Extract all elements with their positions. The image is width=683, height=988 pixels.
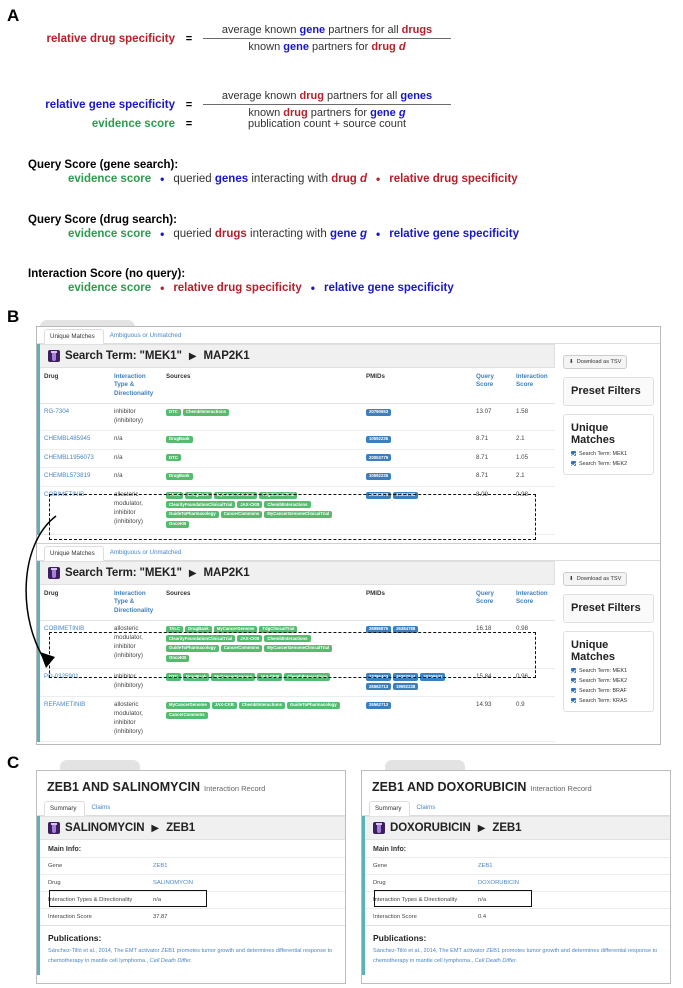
pmid-badge[interactable]: 26384788 — [393, 626, 418, 633]
drug-link[interactable]: PD-0325901 — [44, 672, 79, 680]
cell-sources — [162, 697, 362, 742]
source-badge[interactable]: CancerCommons — [221, 645, 263, 652]
cell-query-score: 14.93 — [472, 697, 512, 742]
pmid-badge[interactable]: 20053779 — [366, 454, 391, 461]
col-interaction-score[interactable]: Interaction Score — [512, 368, 555, 404]
download-tsv-label: Download as TSV — [576, 359, 622, 365]
label-interaction-score: Interaction Score — [40, 909, 145, 926]
cell-query-score: 16.18 — [472, 621, 512, 669]
cell-sources — [162, 668, 362, 696]
banner-gene-name: ZEB1 — [492, 822, 522, 834]
unique-matches-title: Unique Matches — [571, 421, 616, 447]
is-term3: relative gene specificity — [323, 282, 454, 294]
record-title-left — [37, 771, 345, 799]
table-header-row — [40, 585, 555, 621]
value-gene[interactable]: ZEB1 — [145, 858, 345, 875]
source-badge[interactable]: ClearityFoundationClinicalTrial — [166, 501, 235, 508]
pmid-badge[interactable]: 19592238 — [393, 683, 418, 690]
relative-gene-specificity-label: relative gene specificity — [45, 98, 175, 111]
source-badge[interactable]: MyCancerGenomeClinicalTrial — [264, 511, 332, 518]
source-badge[interactable]: GuideToPharmacology — [287, 702, 340, 709]
source-badge[interactable]: MyCancerGenome — [214, 626, 258, 633]
record-title-text: ZEB1 AND DOXORUBICIN — [372, 780, 527, 794]
cell-interaction-score: 0.98 — [512, 621, 555, 669]
qsg-op2: • — [376, 172, 381, 186]
sidebar-top — [555, 344, 660, 535]
record-title-text: ZEB1 AND SALINOMYCIN — [47, 780, 201, 794]
cell-drug[interactable] — [40, 468, 110, 487]
citation-main: Sánchez-Tilló et al., 2014, The EMT activator ZEB1 promotes tumor growth and determines differential response to chemotherapy in mantle cell lymphoma., — [373, 948, 658, 965]
record-body-right — [362, 816, 670, 975]
unique-matches-title: Unique Matches — [571, 638, 616, 664]
label-drug: Drug — [40, 875, 145, 892]
filter-checkbox-row[interactable] — [571, 688, 646, 694]
filter-label: Search Term: BRAF — [579, 687, 627, 694]
filter-label: Search Term: MEK1 — [579, 667, 628, 674]
query-score-drug-heading: Query Score (drug search): — [28, 214, 177, 226]
preset-filters-title: Preset Filters — [571, 385, 641, 397]
tab-claims[interactable]: Claims — [416, 804, 436, 811]
tab-unique-matches[interactable]: Unique Matches — [44, 329, 104, 344]
row-interaction-score — [40, 909, 345, 926]
interaction-score-heading: Interaction Score (no query): — [28, 268, 186, 280]
filter-checkbox-row[interactable] — [571, 698, 646, 704]
pmid-badge[interactable]: 23396403 — [366, 673, 391, 680]
download-icon: ⬇ — [569, 359, 574, 365]
drug-link[interactable]: REFAMETINIB — [44, 701, 86, 709]
drug-link[interactable]: COBIMETINIB — [44, 625, 85, 633]
qsd-evidence: evidence score — [68, 228, 152, 240]
banner-drug-name: SALINOMYCIN — [65, 822, 145, 834]
pmid-badge[interactable]: 20706633 — [420, 673, 445, 680]
filter-checkbox-row[interactable] — [571, 451, 646, 457]
is-evidence: evidence score — [68, 282, 152, 294]
results-main-bottom — [37, 561, 555, 742]
filter-label: Search Term: KRAS — [579, 697, 628, 704]
row-drug — [365, 875, 670, 892]
relative-drug-specificity-label: relative drug specificity — [46, 32, 175, 45]
value-interaction-type: n/a — [470, 892, 670, 909]
interactions-table-bottom — [40, 585, 555, 742]
table-row — [40, 697, 555, 742]
publication-citation-left[interactable] — [40, 947, 345, 975]
source-badge[interactable]: JAX-CKB — [212, 702, 237, 709]
drug-vial-icon — [48, 822, 60, 834]
qsg-term2: queried genes interacting with drug d — [173, 173, 368, 185]
drug-link[interactable]: CHEMBL573819 — [44, 472, 91, 480]
source-badge[interactable]: DTC — [166, 454, 181, 461]
panel-a-formulas — [0, 0, 683, 305]
interaction-record-card-right — [361, 770, 671, 984]
cell-interaction-score: 0.98 — [512, 487, 555, 535]
rds-fraction — [203, 24, 451, 53]
label-gene: Gene — [365, 858, 470, 875]
cell-drug[interactable] — [40, 404, 110, 431]
value-gene[interactable]: ZEB1 — [470, 858, 670, 875]
filter-checkbox-row[interactable] — [571, 678, 646, 684]
query-score-gene-formula — [68, 172, 518, 186]
cell-interaction-type: n/a — [110, 468, 162, 487]
main-info-heading: Main Info: — [373, 846, 407, 853]
source-badge[interactable]: DrugBank — [166, 436, 193, 443]
col-interaction-type[interactable]: Interaction Type & Directionality — [110, 585, 162, 621]
publication-citation-right[interactable] — [365, 947, 670, 975]
tab-summary[interactable]: Summary — [44, 801, 85, 816]
drug-link[interactable]: RG-7304 — [44, 408, 70, 416]
cell-interaction-score: 1.05 — [512, 449, 555, 468]
record-banner-right — [365, 816, 670, 840]
cell-drug[interactable] — [40, 697, 110, 742]
download-tsv-button[interactable] — [563, 355, 627, 369]
label-gene: Gene — [40, 858, 145, 875]
col-sources: Sources — [162, 368, 362, 404]
arrow-right-icon: ▶ — [477, 822, 486, 834]
source-badge[interactable]: JAX-CKB — [237, 501, 262, 508]
source-badge[interactable]: CancerCommons — [166, 712, 208, 719]
cell-query-score: 8.71 — [472, 431, 512, 450]
download-tsv-button[interactable] — [563, 572, 627, 586]
col-interaction-type[interactable]: Interaction Type & Directionality — [110, 368, 162, 404]
cell-pmids — [362, 668, 472, 696]
cell-sources — [162, 404, 362, 431]
label-drug: Drug — [365, 875, 470, 892]
pmid-badge[interactable]: 26562713 — [366, 683, 391, 690]
row-interaction-type — [40, 892, 345, 909]
source-badge[interactable]: GuideToPharmacology — [166, 511, 219, 518]
cell-pmids — [362, 404, 472, 431]
record-banner-left — [40, 816, 345, 840]
citation-main: Sánchez-Tilló et al., 2014, The EMT activator ZEB1 promotes tumor growth and determines differential response to chemotherapy in mantle cell lymphoma., — [48, 948, 333, 965]
table-row — [40, 404, 555, 431]
checkbox-checked-icon[interactable] — [571, 461, 576, 466]
cell-query-score: 8.71 — [472, 449, 512, 468]
qsd-term2: queried drugs interacting with gene g — [173, 228, 368, 240]
search-term-text: Search Term: "MEK1" — [65, 567, 182, 579]
arrow-right-icon: ▶ — [151, 822, 160, 834]
label-interaction-type: Interaction Types & Directionality — [40, 892, 145, 909]
record-body-left — [37, 816, 345, 975]
cell-pmids — [362, 621, 472, 669]
cell-sources — [162, 468, 362, 487]
cell-pmids — [362, 431, 472, 450]
pmid-badge[interactable]: 10592235 — [366, 473, 391, 480]
source-badge[interactable]: DrugBank — [185, 492, 212, 499]
drug-link[interactable]: COBIMETINIB — [44, 491, 85, 499]
drug-vial-icon — [48, 350, 60, 362]
cell-interaction-type: inhibitor (inhibitory) — [110, 668, 162, 696]
col-sources: Sources — [162, 585, 362, 621]
main-info-heading: Main Info: — [48, 846, 82, 853]
pmid-badge[interactable]: 10592235 — [366, 436, 391, 443]
search-term-banner-bottom — [40, 561, 555, 585]
cell-query-score: 8.09 — [472, 487, 512, 535]
filter-label: Search Term: MEK1 — [579, 450, 628, 457]
cell-interaction-score: 2.1 — [512, 468, 555, 487]
source-badge[interactable]: MyCancerGenomeClinicalTrial — [264, 645, 332, 652]
qsd-op1: • — [160, 227, 165, 241]
source-badge[interactable]: TALC — [166, 626, 183, 633]
record-tabbar-right — [362, 799, 670, 816]
col-pmids: PMIDs — [362, 368, 472, 404]
publications-heading: Publications: — [365, 925, 670, 947]
content-top — [37, 344, 660, 535]
source-badge[interactable]: TdgClinicalTrial — [259, 626, 297, 633]
arrow-right-icon: ▶ — [188, 567, 197, 579]
checkbox-checked-icon[interactable] — [571, 668, 576, 673]
cell-interaction-type: allosteric modulator, inhibitor (inhibitory) — [110, 487, 162, 535]
cell-drug[interactable] — [40, 487, 110, 535]
row-interaction-score — [365, 909, 670, 926]
banner-drug-name: DOXORUBICIN — [390, 822, 471, 834]
evidence-equals: = — [185, 118, 193, 130]
pmid-badge[interactable]: 26562713 — [366, 702, 391, 709]
interactions-table-top — [40, 368, 555, 535]
record-title-right — [362, 771, 670, 799]
main-info-table-right — [365, 857, 670, 925]
record-subtitle: Interaction Record — [204, 784, 266, 793]
drug-vial-icon — [373, 822, 385, 834]
col-drug: Drug — [40, 368, 110, 404]
rgs-numerator: average known drug partners for all genes — [221, 90, 433, 102]
filter-checkbox-row[interactable] — [571, 668, 646, 674]
preset-filters-card[interactable] — [563, 377, 654, 406]
source-badge[interactable]: DrugBank — [183, 673, 210, 680]
checkbox-checked-icon[interactable] — [571, 451, 576, 456]
filter-label: Search Term: MEK2 — [579, 677, 628, 684]
value-interaction-score: 37.87 — [145, 909, 345, 926]
cell-sources — [162, 449, 362, 468]
col-drug: Drug — [40, 585, 110, 621]
cell-drug[interactable] — [40, 449, 110, 468]
panel-b-letter: B — [7, 307, 20, 326]
cell-interaction-type: inhibitor (inhibitory) — [110, 404, 162, 431]
table-row — [40, 668, 555, 696]
source-badge[interactable]: MyCancerGenome — [166, 702, 210, 709]
tab-ambiguous-unmatched-2[interactable]: Ambiguous or Unmatched — [109, 549, 182, 556]
source-badge[interactable]: CancerCommons — [221, 511, 263, 518]
source-badge[interactable]: GuideToPharmacology — [166, 645, 219, 652]
table-row — [40, 431, 555, 450]
mapped-gene-name: MAP2K1 — [203, 350, 250, 362]
source-badge[interactable]: MyCancerGenome — [211, 673, 255, 680]
cell-query-score: 13.07 — [472, 404, 512, 431]
cell-query-score: 8.71 — [472, 468, 512, 487]
drug-vial-icon — [48, 567, 60, 579]
source-badge[interactable]: DrugBank — [185, 626, 212, 633]
source-badge[interactable]: TALC — [166, 492, 183, 499]
row-gene — [365, 858, 670, 875]
content-bottom — [37, 561, 660, 742]
cell-interaction-score: 0.9 — [512, 697, 555, 742]
preset-filters-card[interactable] — [563, 594, 654, 623]
label-interaction-score: Interaction Score — [365, 909, 470, 926]
interaction-record-card-left — [36, 770, 346, 984]
row-interaction-type — [365, 892, 670, 909]
row-drug — [40, 875, 345, 892]
search-term-text: Search Term: "MEK1" — [65, 350, 182, 362]
cell-drug[interactable] — [40, 431, 110, 450]
value-interaction-type: n/a — [145, 892, 345, 909]
value-interaction-score: 0.4 — [470, 909, 670, 926]
cell-interaction-type: n/a — [110, 431, 162, 450]
source-badge[interactable]: ChemblInteractions — [264, 635, 310, 642]
rds-equals: = — [185, 32, 193, 45]
source-badge[interactable]: OncoKB — [166, 521, 189, 528]
value-drug[interactable]: DOXORUBICIN — [470, 875, 670, 892]
interaction-score-formula — [68, 281, 454, 295]
tab-unique-matches-2[interactable]: Unique Matches — [44, 546, 104, 561]
cell-drug[interactable] — [40, 668, 110, 696]
table-row — [40, 449, 555, 468]
pmid-badge[interactable]: 26986875 — [366, 626, 391, 633]
checkbox-checked-icon[interactable] — [571, 678, 576, 683]
source-badge[interactable]: ChemblInteractions — [183, 409, 229, 416]
download-icon: ⬇ — [569, 576, 574, 582]
record-tabbar-left — [37, 799, 345, 816]
col-pmids: PMIDs — [362, 585, 472, 621]
cell-interaction-type: allosteric modulator, inhibitor (inhibitory) — [110, 621, 162, 669]
col-query-score[interactable]: Query Score — [472, 585, 512, 621]
rgs-equals: = — [185, 98, 193, 111]
source-badge[interactable]: JAX-CKB — [237, 635, 262, 642]
results-view-bottom — [37, 543, 660, 746]
col-interaction-score[interactable]: Interaction Score — [512, 585, 555, 621]
is-term2: relative drug specificity — [173, 282, 302, 294]
cell-sources — [162, 487, 362, 535]
checkbox-checked-icon[interactable] — [571, 698, 576, 703]
table-row — [40, 621, 555, 669]
filter-label: Search Term: MEK2 — [579, 460, 628, 467]
source-badge[interactable]: ChemblInteractions — [284, 673, 330, 680]
source-badge[interactable]: DrugBank — [166, 473, 193, 480]
col-query-score[interactable]: Query Score — [472, 368, 512, 404]
pmid-badge[interactable]: 20790653 — [366, 409, 391, 416]
filter-checkbox-row[interactable] — [571, 461, 646, 467]
is-op2: • — [310, 281, 315, 295]
source-badge[interactable]: TdgClinicalTrial — [259, 492, 297, 499]
panel-a-letter: A — [7, 6, 20, 25]
qsg-term3: relative drug specificity — [389, 173, 518, 185]
cell-interaction-type: n/a — [110, 449, 162, 468]
citation-journal: Cell Death Differ. — [473, 958, 518, 965]
cell-interaction-score: 2.1 — [512, 431, 555, 450]
cell-pmids — [362, 468, 472, 487]
table-header-row — [40, 368, 555, 404]
arrow-right-icon: ▶ — [188, 350, 197, 362]
cell-sources — [162, 431, 362, 450]
pmid-badge[interactable]: 26267534 — [393, 673, 418, 680]
pmid-badge[interactable]: 26986875 — [366, 492, 391, 499]
cell-interaction-score: 1.58 — [512, 404, 555, 431]
record-subtitle: Interaction Record — [530, 784, 592, 793]
table-row — [40, 468, 555, 487]
preset-filters-title: Preset Filters — [571, 602, 641, 614]
cell-interaction-score: 0.96 — [512, 668, 555, 696]
tabbar-top — [37, 327, 660, 344]
qsg-op1: • — [160, 172, 165, 186]
drug-link[interactable]: CHEMBL1956073 — [44, 453, 94, 461]
banner-gene-name: ZEB1 — [166, 822, 196, 834]
query-score-drug-formula — [68, 227, 519, 241]
dgidb-browser-window — [36, 326, 661, 745]
publications-heading: Publications: — [40, 925, 345, 947]
query-score-gene-heading: Query Score (gene search): — [28, 159, 179, 171]
checkbox-checked-icon[interactable] — [571, 688, 576, 693]
evidence-score-label: evidence score — [91, 118, 175, 130]
source-badge[interactable]: OncoKB — [166, 655, 189, 662]
rgs-denominator: known drug partners for gene g — [248, 107, 406, 119]
source-badge[interactable]: MyCancerGenome — [214, 492, 258, 499]
source-badge[interactable]: DTC — [166, 673, 181, 680]
evidence-score-value: publication count + source count — [247, 118, 407, 130]
source-badge[interactable]: JAX-CKB — [257, 673, 282, 680]
label-interaction-type: Interaction Types & Directionality — [365, 892, 470, 909]
sidebar-bottom — [555, 561, 660, 742]
source-badge[interactable]: ChemblInteractions — [239, 702, 285, 709]
is-op1: • — [160, 281, 165, 295]
source-badge[interactable]: DTC — [166, 409, 181, 416]
value-drug[interactable]: SALINOMYCIN — [145, 875, 345, 892]
results-view-top — [37, 327, 660, 543]
drug-link[interactable]: CHEMBL485945 — [44, 435, 91, 443]
tab-summary[interactable]: Summary — [369, 801, 410, 816]
results-main-top — [37, 344, 555, 535]
cell-interaction-type: allosteric modulator, inhibitor (inhibitory) — [110, 697, 162, 742]
search-term-banner-top — [40, 344, 555, 368]
unique-matches-card — [563, 414, 654, 475]
row-gene — [40, 858, 345, 875]
rds-denominator: known gene partners for drug d — [248, 41, 406, 53]
rds-numerator: average known gene partners for all drugs — [221, 24, 433, 36]
cell-sources — [162, 621, 362, 669]
main-info-table-left — [40, 857, 345, 925]
cell-query-score: 15.84 — [472, 668, 512, 696]
qsg-evidence: evidence score — [68, 173, 152, 185]
cell-pmids — [362, 697, 472, 742]
pmid-badge[interactable]: 26384788 — [393, 492, 418, 499]
download-tsv-label: Download as TSV — [576, 576, 622, 582]
citation-journal: Cell Death Differ. — [148, 958, 193, 965]
table-row — [40, 487, 555, 535]
tab-ambiguous-unmatched[interactable]: Ambiguous or Unmatched — [109, 332, 182, 339]
cell-pmids — [362, 449, 472, 468]
qsd-term3: relative gene specificity — [389, 228, 519, 240]
rgs-fraction — [203, 90, 451, 119]
tab-claims[interactable]: Claims — [91, 804, 111, 811]
qsd-op2: • — [376, 227, 381, 241]
cell-drug[interactable] — [40, 621, 110, 669]
source-badge[interactable]: ClearityFoundationClinicalTrial — [166, 635, 235, 642]
unique-matches-card — [563, 631, 654, 712]
tabbar-bottom — [37, 544, 660, 561]
mapped-gene-name: MAP2K1 — [203, 567, 250, 579]
source-badge[interactable]: ChemblInteractions — [264, 501, 310, 508]
panel-c-letter: C — [7, 753, 20, 772]
cell-pmids — [362, 487, 472, 535]
